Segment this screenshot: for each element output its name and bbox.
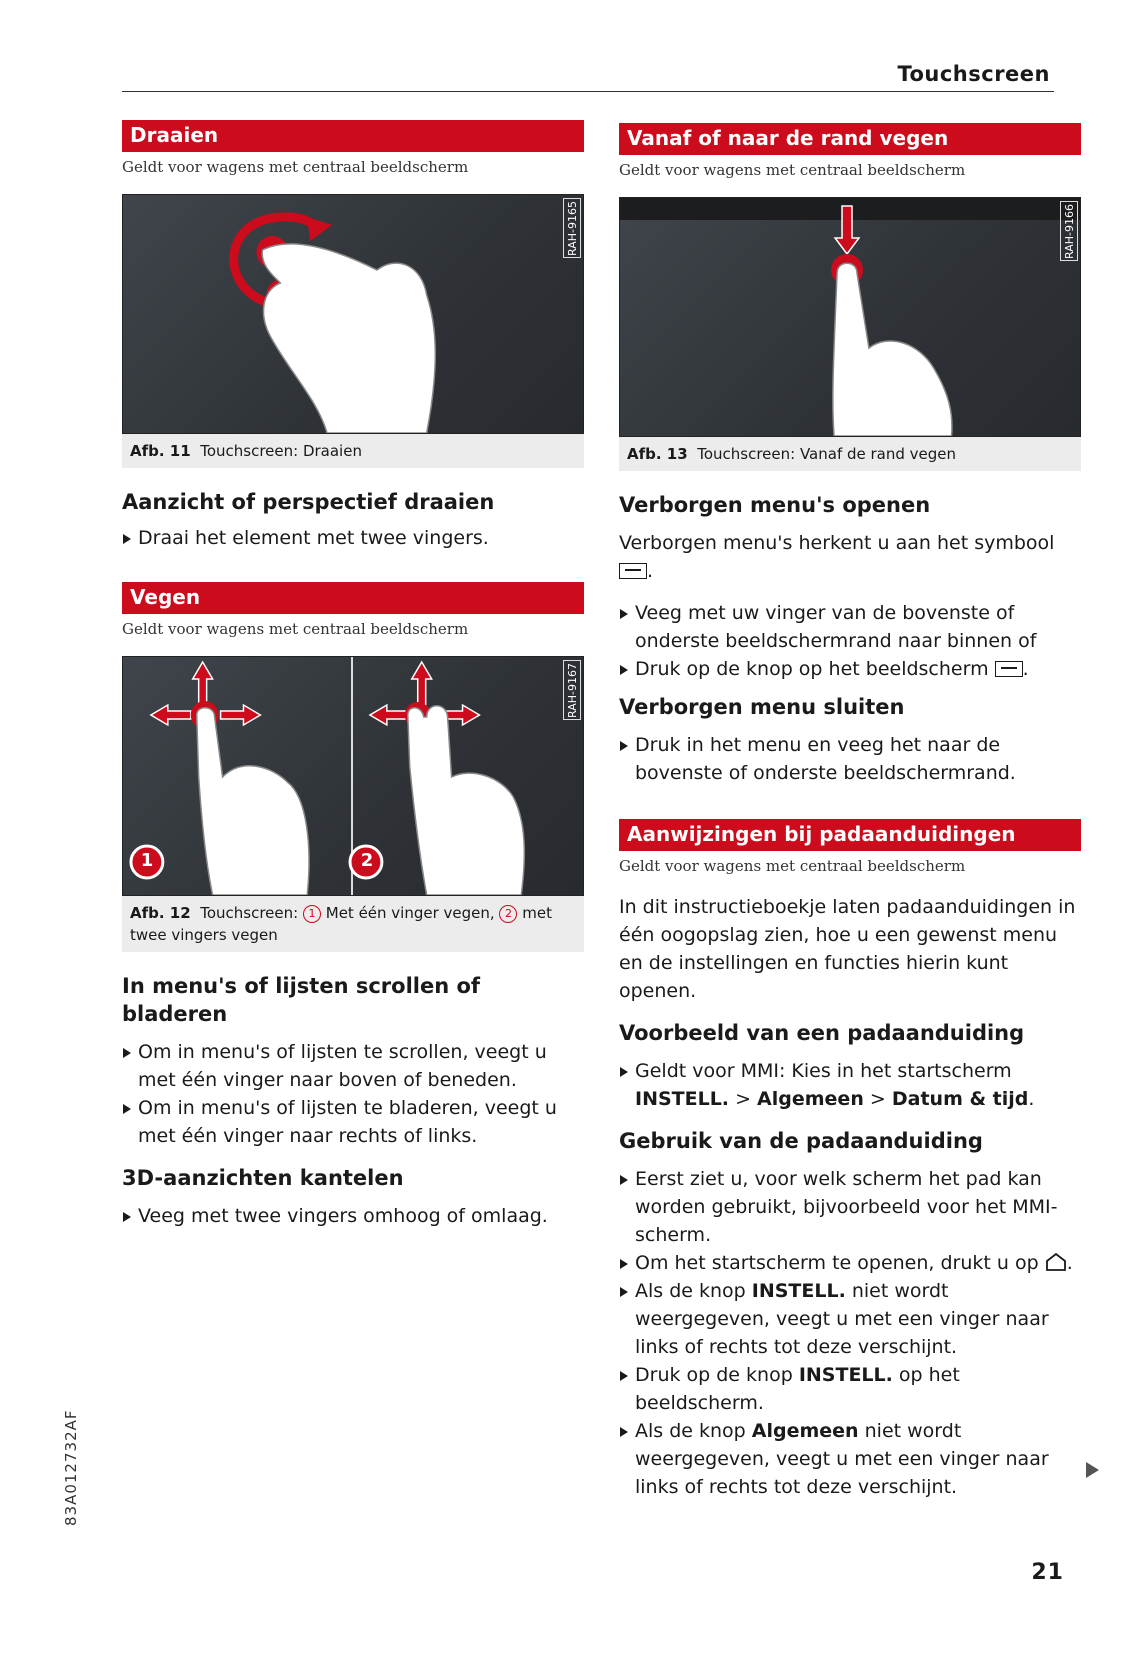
applies-note: Geldt voor wagens met centraal beeldscherm	[122, 620, 469, 638]
applies-note: Geldt voor wagens met centraal beeldscherm	[619, 857, 966, 875]
list-item: Geldt voor MMI: Kies in het startscherm INSTELL. > Algemeen > Datum & tijd.	[619, 1057, 1081, 1113]
figure-11	[122, 194, 584, 468]
subheading: Gebruik van de padaanduiding	[619, 1129, 983, 1153]
list-item: Als de knop Algemeen niet wordt weergegeven, veegt u met een vinger naar links of rechts tot deze verschijnt.	[619, 1417, 1081, 1501]
section-title: Draaien	[122, 120, 584, 152]
subheading: Aanzicht of perspectief draaien	[122, 490, 495, 514]
subheading: Verborgen menu sluiten	[619, 695, 905, 719]
list-item: Veeg met uw vinger van de bovenste of onderste beeldschermrand naar binnen of	[619, 599, 1081, 655]
bullet-list	[619, 599, 1081, 683]
step-1-badge: 1	[140, 850, 154, 871]
figure-code: RAH-9167	[563, 660, 581, 720]
applies-note: Geldt voor wagens met centraal beeldscherm	[619, 161, 966, 179]
figure-code: RAH-9165	[563, 198, 581, 258]
subheading: Voorbeeld van een padaanduiding	[619, 1021, 1025, 1045]
section-title: Vanaf of naar de rand vegen	[619, 123, 1081, 155]
section-vegen	[122, 582, 584, 1230]
swipe-gesture-icon	[123, 657, 583, 895]
swipe-gesture-illustration	[122, 656, 584, 896]
header-rule	[122, 91, 1054, 92]
figure-caption: Afb. 12 Touchscreen: 1 Met één vinger vegen, 2 met twee vingers vegen	[130, 904, 552, 944]
document-code: 83A012732AF	[62, 1409, 80, 1526]
subheading: Verborgen menu's openen	[619, 493, 931, 517]
subheading: In menu's of lijsten scrollen of bladeren	[122, 974, 481, 1026]
hidden-menu-icon	[619, 563, 647, 579]
section-padaanduidingen	[619, 819, 1081, 1501]
list-item: Eerst ziet u, voor welk scherm het pad kan worden gebruikt, bijvoorbeeld voor het MMI-scherm.	[619, 1165, 1081, 1249]
left-column	[122, 120, 584, 1230]
list-item: Om in menu's of lijsten te scrollen, veegt u met één vinger naar boven of beneden.	[122, 1038, 584, 1094]
figure-caption: Afb. 13 Touchscreen: Vanaf de rand vegen	[627, 445, 957, 463]
section-title: Vegen	[122, 582, 584, 614]
figure-code: RAH-9166	[1060, 201, 1078, 261]
list-item: Druk op de knop INSTELL. op het beeldscherm.	[619, 1361, 1081, 1417]
figure-caption: Afb. 11 Touchscreen: Draaien	[130, 442, 362, 460]
callout-2-icon: 2	[499, 905, 517, 923]
paragraph: In dit instructieboekje laten padaanduidingen in één oogopslag zien, hoe u een gewenst menu en de instellingen en functies hierin kunt openen.	[619, 896, 1076, 1002]
paragraph: Verborgen menu's herkent u aan het symbool .	[619, 532, 1055, 582]
hidden-menu-icon	[995, 661, 1023, 677]
list-item: Veeg met twee vingers omhoog of omlaag.	[122, 1202, 584, 1230]
bullet-list	[122, 1202, 584, 1230]
bullet-list	[619, 731, 1081, 787]
list-item: Druk in het menu en veeg het naar de bovenste of onderste beeldschermrand.	[619, 731, 1081, 787]
section-draaien	[122, 120, 584, 552]
home-icon	[1045, 1252, 1067, 1272]
right-column	[619, 123, 1081, 1501]
list-item: Om in menu's of lijsten te bladeren, veegt u met één vinger naar rechts of links.	[122, 1094, 584, 1150]
applies-note: Geldt voor wagens met centraal beeldscherm	[122, 158, 469, 176]
edge-swipe-illustration	[619, 197, 1081, 437]
callout-1-icon: 1	[303, 905, 321, 923]
section-title: Aanwijzingen bij padaanduidingen	[619, 819, 1081, 851]
running-header: Touchscreen	[897, 62, 1050, 86]
figure-13	[619, 197, 1081, 471]
step-2-badge: 2	[360, 850, 374, 871]
rotate-gesture-icon	[123, 195, 583, 433]
figure-12	[122, 656, 584, 952]
edge-swipe-icon	[620, 198, 1080, 436]
bullet-list	[122, 524, 584, 552]
subheading: 3D-aanzichten kantelen	[122, 1166, 404, 1190]
list-item: Om het startscherm te openen, drukt u op .	[619, 1249, 1081, 1277]
section-rand-vegen	[619, 123, 1081, 787]
list-item: Druk op de knop op het beeldscherm .	[619, 655, 1081, 683]
list-item: Als de knop INSTELL. niet wordt weergegeven, veegt u met een vinger naar links of rechts tot deze verschijnt.	[619, 1277, 1081, 1361]
list-item: Draai het element met twee vingers.	[122, 524, 584, 552]
bullet-list	[122, 1038, 584, 1150]
bullet-list	[619, 1165, 1081, 1501]
rotate-gesture-illustration	[122, 194, 584, 434]
continue-arrow-icon	[1086, 1462, 1099, 1478]
page-number: 21	[1031, 1560, 1064, 1585]
bullet-list	[619, 1057, 1081, 1113]
